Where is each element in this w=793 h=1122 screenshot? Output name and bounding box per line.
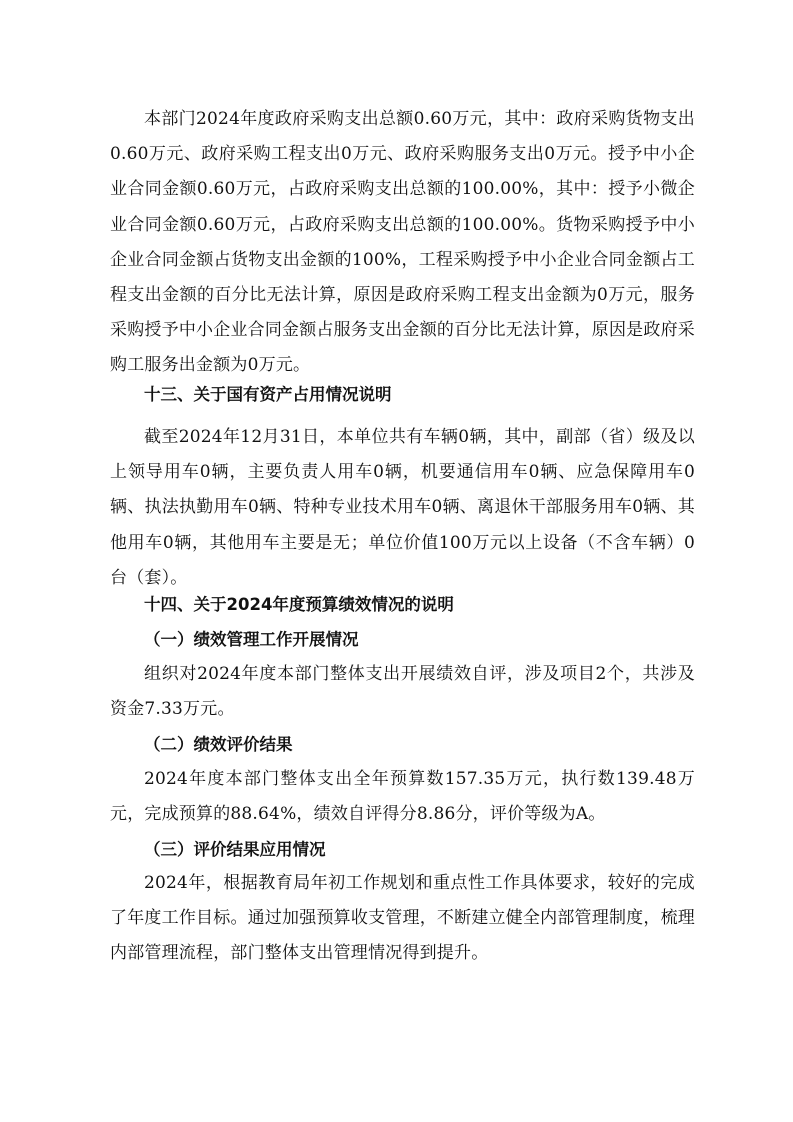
subheading-evaluation-result: （二）绩效评价结果 bbox=[144, 735, 293, 754]
paragraph-application: 2024年，根据教育局年初工作规划和重点性工作具体要求，较好的完成了年度工作目标。通过加强预算收支管理，不断建立健全内部管理制度，梳理内部管理流程，部门整体支出管理情况得到提升。 bbox=[110, 873, 695, 964]
subheading-performance-work: （一）绩效管理工作开展情况 bbox=[144, 630, 359, 649]
paragraph-assets: 截至2024年12月31日，本单位共有车辆0辆，其中，副部（省）级及以上领导用车0辆，主要负责人用车0辆，机要通信用车0辆、应急保障用车0辆、执法执勤用车0辆、特种专业技术用车0辆、离退休干部服务用车0辆、其他用车0辆，其他用车主要是无；单位价值100万元以上设备（不含车辆）0台（套）。 bbox=[110, 427, 695, 588]
paragraph-evaluation-result: 2024年度本部门整体支出全年预算数157.35万元，执行数139.48万元，完成预算的88.64%，绩效自评得分8.86分，评价等级为A。 bbox=[110, 769, 695, 825]
heading-section-14: 十四、关于2024年度预算绩效情况的说明 bbox=[144, 595, 454, 614]
heading-section-13: 十三、关于国有资产占用情况说明 bbox=[144, 385, 392, 404]
subheading-application: （三）评价结果应用情况 bbox=[144, 840, 326, 859]
paragraph-performance-work: 组织对2024年度本部门整体支出开展绩效自评，涉及项目2个，共涉及资金7.33万元。 bbox=[110, 664, 695, 720]
paragraph-procurement: 本部门2024年度政府采购支出总额0.60万元，其中：政府采购货物支出0.60万元、政府采购工程支出0万元、政府采购服务支出0万元。授予中小企业合同金额0.60万元，占政府采购支出总额的100.00%，其中：授予小微企业合同金额0.60万元，占政府采购支出总额的100.00%。货物采购授予中小企业合同金额占货物支出金额的100%，工程采购授予中小企业合同金额占工程支出金额的百分比无法计算，原因是政府采购工程支出金额为0万元，服务采购授予中小企业合同金额占服务支出金额的百分比无法计算，原因是政府采购工服务出金额为0万元。 bbox=[110, 109, 695, 376]
